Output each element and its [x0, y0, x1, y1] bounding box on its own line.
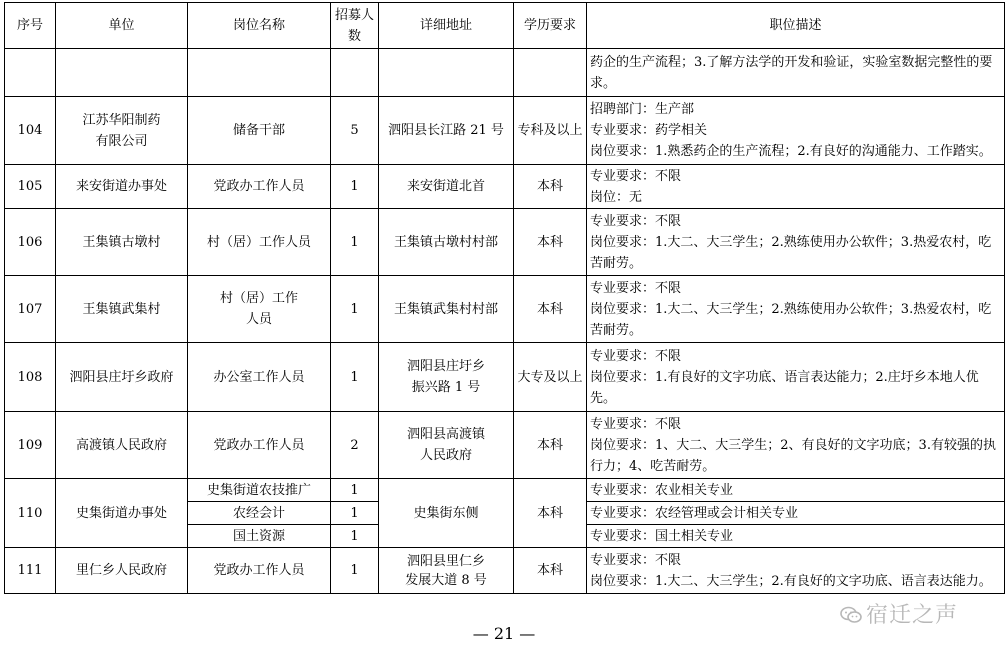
- edu-cell: 专科及以上: [514, 97, 587, 165]
- desc-line: 岗位：无: [590, 189, 643, 205]
- desc-line: 岗位要求：1.大二、大三学生；2.熟练使用办公软件；3.热爱农村，吃苦耐劳。: [590, 301, 992, 338]
- desc-cell: 专业要求：农业相关专业: [587, 479, 1005, 502]
- position-line: 党政办工作人员: [213, 437, 305, 453]
- seq-cell: 107: [5, 276, 56, 343]
- position-cell: [188, 49, 331, 97]
- unit-line: 里仁乡人民政府: [75, 563, 167, 578]
- desc-cell: 专业要求：国土相关专业: [587, 525, 1005, 548]
- address-cell: [379, 97, 514, 165]
- count-cell: 2: [331, 412, 379, 479]
- address-line: 泗阳县高渡镇: [406, 427, 485, 442]
- seq-cell: 106: [5, 209, 56, 276]
- unit-cell: [56, 412, 188, 479]
- desc-cell: [587, 343, 1005, 412]
- table-row: [5, 209, 1005, 276]
- seq-cell: [5, 49, 56, 97]
- header-unit: 单位: [56, 3, 188, 49]
- address-line: 发展大道 8 号: [405, 572, 487, 588]
- seq-cell: 108: [5, 343, 56, 412]
- seq-cell: 105: [5, 165, 56, 209]
- desc-cell: [587, 412, 1005, 479]
- header-row: [5, 3, 1005, 49]
- position-line: 党政办工作人员: [213, 563, 305, 578]
- unit-cell: [56, 343, 188, 412]
- header-edu: 学历要求: [514, 3, 587, 49]
- watermark-text: 宿迁之声: [866, 603, 959, 628]
- desc-line: 专业要求：不限: [590, 213, 682, 229]
- seq-cell: 109: [5, 412, 56, 479]
- address-line: 泗阳县长江路 21 号: [388, 123, 504, 138]
- unit-line: 泗阳县庄圩乡政府: [69, 369, 174, 385]
- edu-cell: 本科: [514, 165, 587, 209]
- unit-line: 江苏华阳制药: [82, 112, 161, 128]
- unit-line: 来安街道办事处: [75, 179, 167, 194]
- desc-cell: [587, 97, 1005, 165]
- position-cell: [188, 548, 331, 594]
- count-cell: 1: [331, 276, 379, 343]
- unit-line: 高渡镇人民政府: [75, 437, 167, 453]
- position-cell: [188, 209, 331, 276]
- address-line: 王集镇武集村村部: [393, 301, 498, 317]
- header-count: 招募人数: [331, 3, 379, 49]
- address-cell: [379, 343, 514, 412]
- position-cell: 史集街道农技推广: [188, 479, 331, 502]
- edu-cell: 本科: [514, 209, 587, 276]
- desc-cell: [587, 165, 1005, 209]
- desc-line: 专业要求：不限: [590, 416, 682, 432]
- count-cell: 1: [331, 548, 379, 594]
- count-cell: 1: [331, 525, 379, 548]
- position-cell: [188, 343, 331, 412]
- position-line: 党政办工作人员: [213, 179, 305, 194]
- desc-line: 专业要求：不限: [590, 168, 682, 184]
- unit-line: 有限公司: [95, 133, 148, 149]
- table-row: [5, 276, 1005, 343]
- position-cell: 国土资源: [188, 525, 331, 548]
- unit-cell: [56, 97, 188, 165]
- address-line: 振兴路 1 号: [411, 380, 481, 395]
- page-number: — 21 —: [472, 624, 536, 643]
- watermark: [840, 598, 958, 629]
- edu-cell: 本科: [514, 412, 587, 479]
- table-row: [5, 412, 1005, 479]
- header-desc: 职位描述: [587, 3, 1005, 49]
- table-row: [5, 165, 1005, 209]
- header-position: 岗位名称: [188, 3, 331, 49]
- address-cell: [379, 412, 514, 479]
- desc-line: 药企的生产流程；3.了解方法学的开发和验证，实验室数据完整性的要求。: [590, 54, 993, 91]
- desc-line: 专业要求：不限: [590, 280, 682, 296]
- desc-line: 招聘部门：生产部: [590, 102, 695, 117]
- desc-cell: [587, 276, 1005, 343]
- desc-line: 岗位要求：1.大二、大三学生；2.有良好的文字功底、语言表达能力。: [590, 573, 992, 589]
- count-cell: 1: [331, 209, 379, 276]
- count-cell: [331, 49, 379, 97]
- position-cell: [188, 276, 331, 343]
- desc-line: 专业要求：不限: [590, 552, 682, 568]
- table-row: [5, 97, 1005, 165]
- position-line: 人员: [245, 312, 272, 327]
- position-cell: 农经会计: [188, 502, 331, 525]
- header-address: 详细地址: [379, 3, 514, 49]
- address-line: 人民政府: [419, 448, 472, 463]
- desc-line: 专业要求：不限: [590, 348, 682, 364]
- header-seq: 序号: [5, 3, 56, 49]
- unit-cell: [56, 49, 188, 97]
- unit-line: 王集镇古墩村: [82, 234, 161, 250]
- desc-cell: [587, 49, 1005, 97]
- seq-cell: 104: [5, 97, 56, 165]
- address-line: 泗阳县庄圩乡: [406, 359, 485, 374]
- position-cell: [188, 97, 331, 165]
- address-line: 来安街道北首: [406, 179, 485, 194]
- count-cell: 1: [331, 165, 379, 209]
- address-cell: [379, 209, 514, 276]
- desc-line: 岗位要求：1.大二、大三学生；2.熟练使用办公软件；3.热爱农村，吃苦耐劳。: [590, 234, 992, 271]
- table-row: [5, 548, 1005, 594]
- address-cell: [379, 276, 514, 343]
- position-line: 办公室工作人员: [213, 369, 305, 385]
- seq-cell: 110: [5, 479, 56, 548]
- address-line: 泗阳县里仁乡: [406, 553, 485, 569]
- unit-line: 王集镇武集村: [82, 301, 161, 317]
- seq-cell: 111: [5, 548, 56, 594]
- position-line: 村（居）工作: [219, 291, 298, 306]
- recruitment-table: [4, 2, 1005, 594]
- desc-cell: 专业要求：农经管理或会计相关专业: [587, 502, 1005, 525]
- edu-cell: [514, 49, 587, 97]
- unit-cell: [56, 209, 188, 276]
- desc-line: 岗位要求：1.有良好的文字功底、语言表达能力；2.庄圩乡本地人优先。: [590, 369, 979, 406]
- table-row: [5, 49, 1005, 97]
- table-row: [5, 479, 1005, 502]
- desc-cell: [587, 548, 1005, 594]
- address-line: 王集镇古墩村村部: [393, 234, 498, 250]
- desc-line: 岗位要求：1.熟悉药企的生产流程；2.有良好的沟通能力、工作踏实。: [590, 144, 992, 159]
- address-cell: [379, 49, 514, 97]
- wechat-icon: [840, 606, 862, 624]
- desc-cell: [587, 209, 1005, 276]
- edu-cell: 本科: [514, 276, 587, 343]
- desc-line: 专业要求：药学相关: [590, 123, 708, 138]
- position-cell: [188, 165, 331, 209]
- unit-cell: [56, 165, 188, 209]
- count-cell: 5: [331, 97, 379, 165]
- address-cell: 史集街东侧: [379, 479, 514, 548]
- address-cell: [379, 548, 514, 594]
- count-cell: 1: [331, 502, 379, 525]
- count-cell: 1: [331, 343, 379, 412]
- address-cell: [379, 165, 514, 209]
- unit-cell: [56, 276, 188, 343]
- unit-cell: [56, 548, 188, 594]
- edu-cell: 本科: [514, 479, 587, 548]
- desc-line: 岗位要求：1、大二、大三学生；2、有良好的文字功底；3.有较强的执行力；4、吃苦耐劳。: [590, 437, 996, 474]
- edu-cell: 本科: [514, 548, 587, 594]
- position-line: 储备干部: [232, 123, 285, 138]
- count-cell: 1: [331, 479, 379, 502]
- position-line: 村（居）工作人员: [206, 234, 311, 250]
- table-row: [5, 343, 1005, 412]
- unit-cell: 史集街道办事处: [56, 479, 188, 548]
- edu-cell: 大专及以上: [514, 343, 587, 412]
- position-cell: [188, 412, 331, 479]
